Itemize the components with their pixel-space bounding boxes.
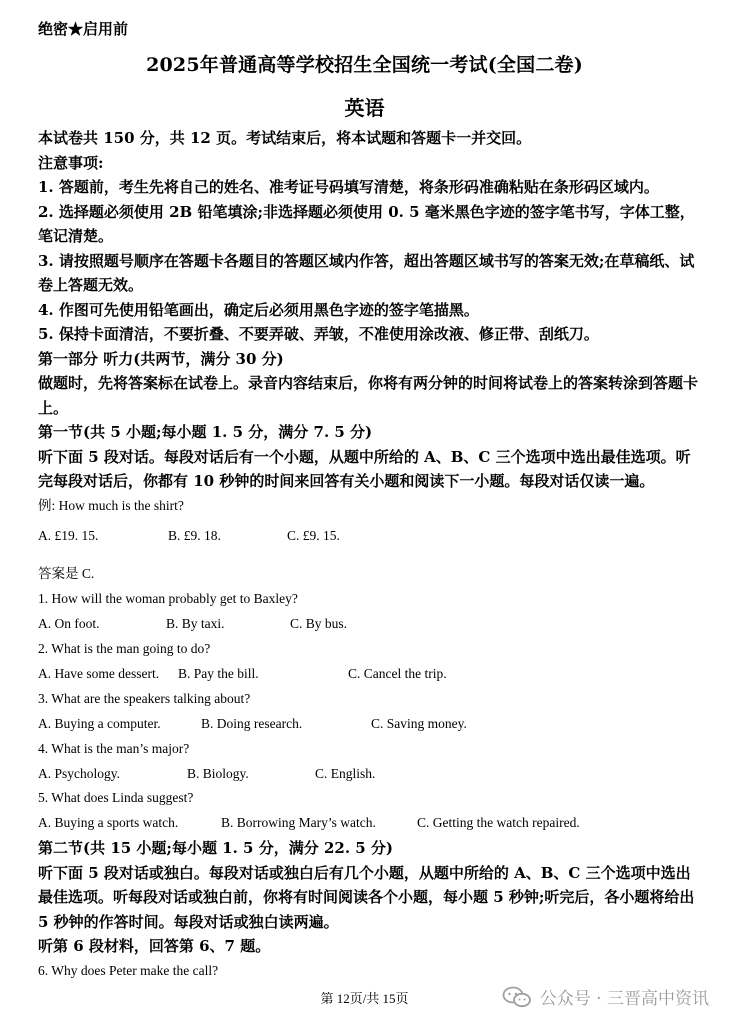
- question-5-options: [38, 811, 698, 836]
- note-item: 5. 保持卡面清洁，不要折叠、不要弄破、弄皱，不准使用涂改液、修正带、刮纸刀。: [38, 325, 599, 343]
- exam-title: 2025年普通高等学校招生全国统一考试(全国二卷): [146, 54, 583, 76]
- option-a: A. £19. 15.: [38, 528, 99, 544]
- section1-heading: 第一节(共 5 小题;每小题 1. 5 分，满分 7. 5 分): [38, 423, 373, 441]
- question-2: 2. What is the man going to do?: [38, 641, 211, 657]
- example-answer: 答案是 C.: [38, 566, 95, 582]
- notes-heading: 注意事项:: [38, 153, 104, 172]
- option-c: C. English.: [315, 765, 376, 781]
- question-2-options: [38, 662, 698, 687]
- question-1: 1. How will the woman probably get to Baxley?: [38, 591, 298, 607]
- option-b: B. Pay the bill.: [178, 665, 259, 681]
- question-3-options: [38, 712, 698, 737]
- watermark-text: 公众号 · 三晋高中资讯: [539, 989, 709, 1009]
- exam-summary: 本试卷共 150 分，共 12 页。考试结束后，将本试题和答题卡一并交回。: [38, 129, 532, 147]
- option-b: B. Doing research.: [201, 715, 303, 731]
- option-a: A. Have some dessert.: [38, 665, 160, 681]
- note-item: 1. 答题前，考生先将自己的姓名、准考证号码填写清楚，将条形码准确粘贴在条形码区域内。: [38, 178, 659, 196]
- note-item: 2. 选择题必须使用 2B 铅笔填涂;非选择题必须使用 0. 5 毫米黑色字迹的签字笔书写，字体工整，笔记清楚。: [38, 202, 695, 245]
- confidential-label: 绝密★启用前: [38, 20, 129, 38]
- wechat-icon: [502, 986, 532, 1008]
- section1-instructions: 听下面 5 段对话。每段对话后有一个小题，从题中所给的 A、B、C 三个选项中选出最佳选项。听完每段对话后，你都有 10 秒钟的时间来回答有关小题和阅读下一小题。每段对话仅读一遍。: [38, 447, 691, 490]
- note-item: 4. 作图可先使用铅笔画出，确定后必须用黑色字迹的签字笔描黑。: [38, 300, 479, 319]
- option-b: B. Borrowing Mary’s watch.: [221, 815, 376, 831]
- note-item: 3. 请按照题号顺序在答题卡各题目的答题区域内作答，超出答题区域书写的答案无效;在草稿纸、试卷上答题无效。: [38, 251, 695, 294]
- option-b: B. By taxi.: [166, 616, 225, 632]
- watermark: [502, 984, 709, 1009]
- option-c: C. £9. 15.: [287, 528, 340, 544]
- option-c: C. Saving money.: [371, 715, 467, 731]
- question-4: 4. What is the man’s major?: [38, 740, 190, 756]
- option-a: A. Buying a computer.: [38, 715, 161, 731]
- example-question: 例: How much is the shirt?: [38, 497, 184, 513]
- section2-heading: 第二节(共 15 小题;每小题 1. 5 分，满分 22. 5 分): [38, 839, 394, 858]
- part1-instructions: 做题时，先将答案标在试卷上。录音内容结束后，你将有两分钟的时间将试卷上的答案转涂到答题卡上。: [38, 374, 699, 417]
- question-3: 3. What are the speakers talking about?: [38, 690, 251, 706]
- option-c: C. Cancel the trip.: [348, 665, 447, 681]
- subject-title: 英语: [344, 96, 385, 120]
- example-options: [38, 524, 698, 549]
- option-a: A. Psychology.: [38, 765, 121, 781]
- question-5: 5. What does Linda suggest?: [38, 790, 194, 806]
- material-6-prompt: 听第 6 段材料，回答第 6、7 题。: [38, 937, 271, 956]
- section2-instructions: 听下面 5 段对话或独白。每段对话或独白后有几个小题，从题中所给的 A、B、C 三个选项中选出最佳选项。听每段对话或独白前，你将有时间阅读各个小题，每小题 5 秒钟;听完后，各小题将给出 5 秒钟的作答时间。每段对话或独白读两遍。: [38, 863, 695, 931]
- option-b: B. Biology.: [187, 765, 249, 781]
- option-a: A. Buying a sports watch.: [38, 815, 179, 831]
- question-4-options: [38, 762, 698, 787]
- option-a: A. On foot.: [38, 616, 100, 632]
- exam-body: [38, 126, 698, 984]
- question-6: 6. Why does Peter make the call?: [38, 962, 219, 978]
- question-1-options: [38, 612, 698, 637]
- option-b: B. £9. 18.: [168, 528, 221, 544]
- option-c: C. Getting the watch repaired.: [417, 815, 580, 831]
- option-c: C. By bus.: [290, 616, 348, 632]
- part1-heading: 第一部分 听力(共两节，满分 30 分): [38, 349, 284, 368]
- page-number: 第 12页/共 15页: [320, 991, 409, 1006]
